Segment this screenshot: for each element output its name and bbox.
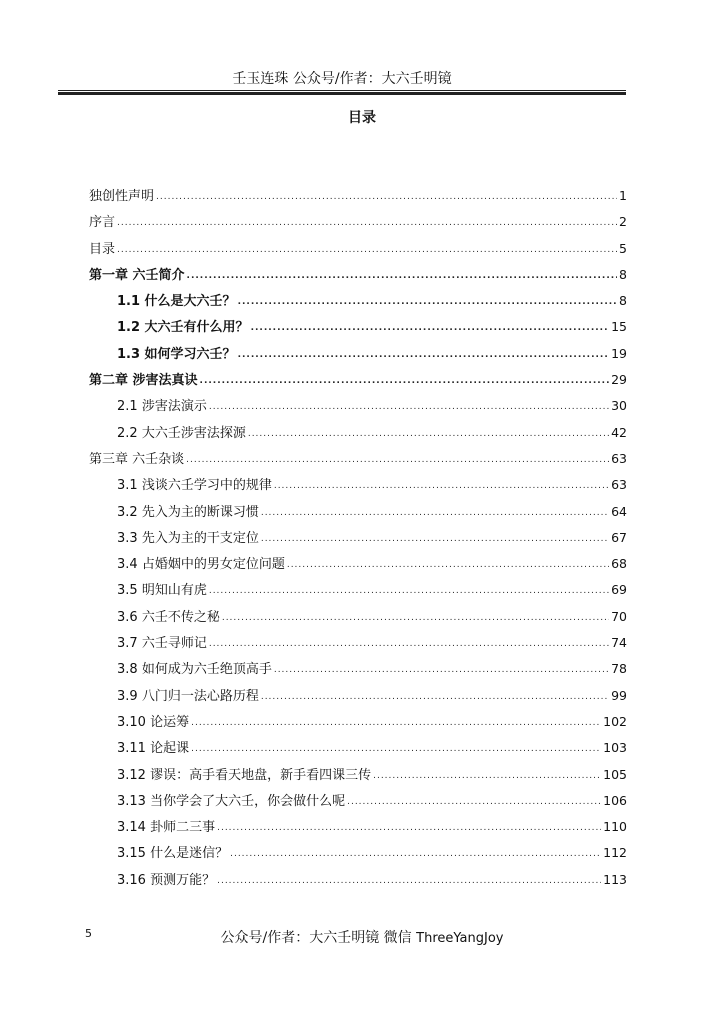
header-rule-thick [58,92,626,95]
toc-entry[interactable] [89,607,627,633]
toc-dot-leader [261,529,609,549]
toc-entry-label [89,240,115,260]
toc-entry-title: 如何成为六壬绝顶高手 [137,662,272,678]
toc-dot-leader [156,187,617,207]
toc-entry[interactable] [89,791,627,817]
toc-entry-title: 论运筹 [145,714,190,730]
toc-entry-number: 3.8 [117,662,138,678]
toc-entry-label [117,503,259,523]
toc-dot-leader [117,240,617,260]
toc-entry-number: 3.5 [117,583,138,599]
toc-entry[interactable] [89,712,627,738]
toc-dot-leader [186,450,609,470]
toc-entry-label [117,818,215,838]
toc-dot-leader [274,476,609,496]
toc-entry-title: 六壬不传之秘 [137,609,220,625]
toc-entry-number: 1.1 [117,294,141,310]
toc-dot-leader [222,608,609,628]
toc-entry-label [117,424,246,444]
toc-dot-leader [191,713,601,733]
toc-entry-title: 八门归一法心路历程 [137,688,259,704]
toc-entry-number: 3.6 [117,609,138,625]
toc-entry-label [117,687,259,707]
toc-entry[interactable] [89,317,627,343]
toc-entry-number: 3.3 [117,530,138,546]
toc-entry-label [89,371,198,391]
toc-entry-page: 68 [611,556,627,572]
toc-entry[interactable] [89,633,627,659]
toc-entry[interactable] [89,396,627,422]
toc-entry[interactable] [89,344,627,370]
page-header: 壬玉连珠 公众号/作者：大六壬明镜 [232,71,452,87]
toc-entry-page: 42 [611,424,627,440]
toc-entry-number: 3.10 [117,714,146,730]
toc-entry[interactable] [89,239,627,265]
toc-dot-leader [251,318,610,338]
toc-entry-number: 3.14 [117,820,146,836]
toc-entry-page: 8 [619,293,627,309]
toc-entry[interactable] [89,475,627,501]
toc-entry-label [89,187,154,207]
toc-entry-number: 3.1 [117,478,138,494]
footer-text: 公众号/作者：大六壬明镜 微信 [220,930,417,946]
toc-entry[interactable] [89,212,627,238]
toc-entry-title: 序言 [89,215,116,231]
toc-entry-label [89,266,185,286]
toc-entry-title: 什么是迷信？ [145,846,229,862]
toc-entry-page: 30 [611,398,627,414]
toc-entry[interactable] [89,449,627,475]
toc-dot-leader [191,739,601,759]
toc-entry-page: 74 [611,635,627,651]
toc-entry-label [117,660,272,680]
toc-dot-leader [230,844,601,864]
toc-dot-leader [209,397,609,417]
toc-entry-page: 103 [603,740,627,756]
toc-entry-title: 独创性声明 [89,189,155,204]
toc-entry[interactable] [89,265,627,291]
toc-entry-title: 什么是大六壬？ [140,294,236,310]
toc-entry-page: 110 [603,819,627,835]
toc-entry[interactable] [89,370,627,396]
toc-dot-leader [347,792,601,812]
toc-entry-label [117,792,345,812]
toc-entry-number: 3.16 [117,872,146,888]
toc-dot-leader [238,292,617,312]
toc-entry-page: 99 [611,687,627,703]
page-footer [0,927,724,947]
toc-entry[interactable] [89,817,627,843]
toc-entry-page: 64 [611,503,627,519]
toc-entry-title: 谬误：高手看天地盘，新手看四课三传 [145,767,372,783]
toc-entry-page: 19 [611,345,627,361]
toc-entry-number: 3.12 [117,767,146,783]
toc-entry-page: 106 [603,792,627,808]
toc-entry-page: 69 [611,582,627,598]
toc-entry-page: 63 [611,477,627,493]
toc-entry-page: 112 [603,845,627,861]
toc-entry-number: 1.2 [117,320,141,336]
toc-entry[interactable] [89,843,627,869]
toc-entry[interactable] [89,186,627,212]
toc-entry-title: 第二章 涉害法真诀 [89,373,198,389]
toc-entry[interactable] [89,423,627,449]
toc-entry-number: 3.15 [117,846,146,862]
toc-entry-label [117,318,249,338]
toc-entry-page: 1 [619,188,627,203]
toc-entry-label [89,213,115,233]
toc-dot-leader [261,687,609,707]
footer-wechat-id: ThreeYangJoy [416,931,504,946]
toc-entry-label [117,397,207,417]
toc-entry-label [117,713,189,733]
toc-entry-label [117,766,371,786]
toc-entry-title: 先入为主的干支定位 [137,530,259,546]
toc-entry-page: 113 [603,871,627,887]
toc-entry[interactable] [89,686,627,712]
toc-entry[interactable] [89,528,627,554]
toc-dot-leader [209,581,609,601]
toc-entry-title: 目录 [89,241,116,257]
toc-entry-page: 5 [619,240,627,256]
toc-entry-number: 2.2 [117,425,138,441]
toc-entry[interactable] [89,580,627,606]
toc-entry-number: 3.7 [117,636,138,652]
toc-entry-title: 预测万能？ [145,872,216,888]
toc-entry[interactable] [89,291,627,317]
toc-entry[interactable] [89,659,627,685]
header-rule-thin [58,90,626,91]
toc-entry-title: 六壬寻师记 [137,636,207,652]
table-of-contents [89,186,627,896]
toc-entry-title: 浅谈六壬学习中的规律 [137,478,272,494]
toc-entry-title: 论起课 [145,741,190,757]
toc-entry-number: 3.11 [117,741,146,757]
toc-entry-label [117,529,259,549]
toc-entry-label [117,634,207,654]
toc-entry[interactable] [89,765,627,791]
toc-entry-number: 1.3 [117,346,141,362]
toc-entry-title: 卦师二三事 [145,820,216,836]
toc-dot-leader [187,266,618,286]
toc-entry-title: 当你学会了大六壬，你会做什么呢 [145,793,346,809]
toc-entry-label [117,555,285,575]
toc-entry-number: 2.1 [117,399,138,415]
toc-dot-leader [238,345,610,365]
toc-entry[interactable] [89,870,627,896]
toc-entry-title: 如何学习六壬？ [140,346,236,362]
toc-entry-number: 3.4 [117,557,138,573]
toc-entry-label [117,292,236,312]
toc-entry-number: 3.9 [117,688,138,704]
toc-dot-leader [248,424,609,444]
toc-entry-page: 70 [611,608,627,624]
toc-entry-number: 3.2 [117,504,138,520]
toc-dot-leader [373,766,601,786]
toc-entry-page: 102 [603,713,627,729]
toc-entry-label [117,844,228,864]
toc-entry-title: 占婚姻中的男女定位问题 [137,557,285,573]
toc-dot-leader [209,634,609,654]
toc-dot-leader [117,213,617,233]
toc-entry-title: 第一章 六壬简介 [89,267,185,283]
toc-entry-label [117,581,207,601]
toc-dot-leader [217,818,601,838]
toc-entry[interactable] [89,738,627,764]
toc-entry-page: 78 [611,661,627,677]
toc-dot-leader [274,660,609,680]
toc-entry-title: 第三章 六壬杂谈 [89,451,185,467]
toc-entry-label [89,450,184,470]
toc-dot-leader [287,555,609,575]
toc-entry-page: 67 [611,529,627,545]
toc-entry-title: 大六壬有什么用？ [140,320,249,336]
toc-entry-page: 63 [611,450,627,466]
toc-entry-label [117,871,215,891]
toc-entry[interactable] [89,554,627,580]
toc-entry-page: 8 [619,266,627,282]
toc-entry-number: 3.13 [117,793,146,809]
page-number: 5 [85,927,92,940]
toc-entry-page: 15 [611,319,627,335]
toc-entry-title: 明知山有虎 [137,583,207,599]
toc-entry-page: 2 [619,214,627,230]
toc-entry-title: 涉害法演示 [137,399,207,415]
toc-entry-label [117,739,189,759]
toc-entry-label [117,608,220,628]
toc-entry-page: 105 [603,766,627,782]
toc-entry-title: 先入为主的断课习惯 [137,504,259,520]
page-title: 目录 [348,110,376,126]
toc-dot-leader [261,503,609,523]
toc-entry-page: 29 [611,372,627,388]
toc-dot-leader [217,871,601,891]
toc-dot-leader [200,371,610,391]
toc-entry-label [117,345,236,365]
toc-entry[interactable] [89,502,627,528]
toc-entry-label [117,476,272,496]
toc-entry-title: 大六壬涉害法探源 [137,425,246,441]
